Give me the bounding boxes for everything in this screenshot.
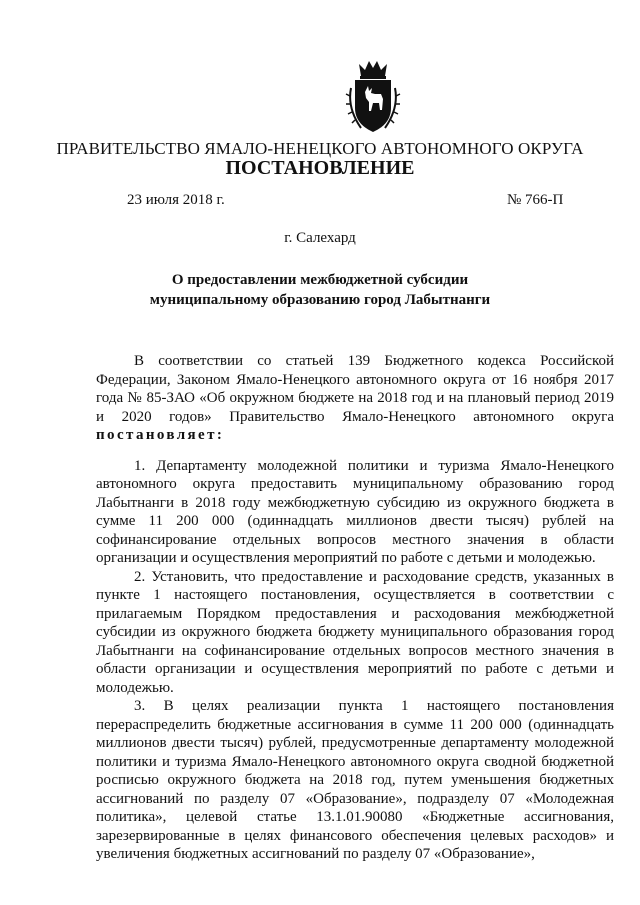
document-city: г. Салехард <box>284 230 356 246</box>
resolves-word: постановляет: <box>96 427 225 443</box>
document-body <box>96 352 614 864</box>
preamble-paragraph <box>96 352 614 445</box>
title-line-2: муниципальному образованию город Лабытнанги <box>149 292 491 308</box>
clause-3: 3. В целях реализации пункта 1 настоящего постановления перераспределить бюджетные ассигнования в сумме 11 200 000 (одиннадцать миллионов двести тысяч) рублей, предусмотренные департаменту молодежной политики и туризма Ямало-Ненецкого автономного округа сводной бюджетной росписью окружного бюджета на 2018 год, путем уменьшения бюджетных ассигнований по разделу 07 «Образование», подразделу 07 «Молодежная политика», целевой статье 13.1.01.90080 «Бюджетные ассигнования, зарезервированные в целях финансового обеспечения целевых расходов» и увеличения бюджетных ассигнований по разделу 07 «Образование», <box>96 698 614 862</box>
document-type: ПОСТАНОВЛЕНИЕ <box>225 157 415 179</box>
coat-of-arms-icon <box>345 58 401 136</box>
title-line-1: О предоставлении межбюджетной субсидии <box>171 272 469 288</box>
clause-2: 2. Установить, что предоставление и расходование средств, указанных в пункте 1 настоящего постановления, осуществляется в соответствии с прилагаемым Порядком предоставления и расходования межбюджетной субсидии из окружного бюджета бюджету муниципального образования город Лабытнанги на софинансирование отдельных вопросов местного значения в области организации и осуществления мероприятий по работе с детьми и молодежью. <box>96 568 614 696</box>
document-title <box>0 270 640 310</box>
clause-1: 1. Департаменту молодежной политики и туризма Ямало-Ненецкого автономного округа предоставить муниципальному образованию город Лабытнанги в 2018 году межбюджетную субсидию из окружного бюджета в сумме 11 200 000 (одиннадцать миллионов двести тысяч) рублей на софинансирование отдельных вопросов местного значения в области организации и осуществления мероприятий по работе с детьми и молодежью. <box>96 457 614 566</box>
preamble-text: В соответствии со статьей 139 Бюджетного кодекса Российской Федерации, Законом Ямало-Ненецкого автономного округа от 16 ноября 2017 года № 85-ЗАО «Об окружном бюджете на 2018 год и на плановый период 2019 и 2020 годов» Правительство Ямало-Ненецкого автономного округа <box>96 353 614 425</box>
document-date: 23 июля 2018 г. <box>127 192 225 208</box>
document-number: № 766-П <box>507 192 564 208</box>
organization-name: ПРАВИТЕЛЬСТВО ЯМАЛО-НЕНЕЦКОГО АВТОНОМНОГО ОКРУГА <box>56 139 584 158</box>
